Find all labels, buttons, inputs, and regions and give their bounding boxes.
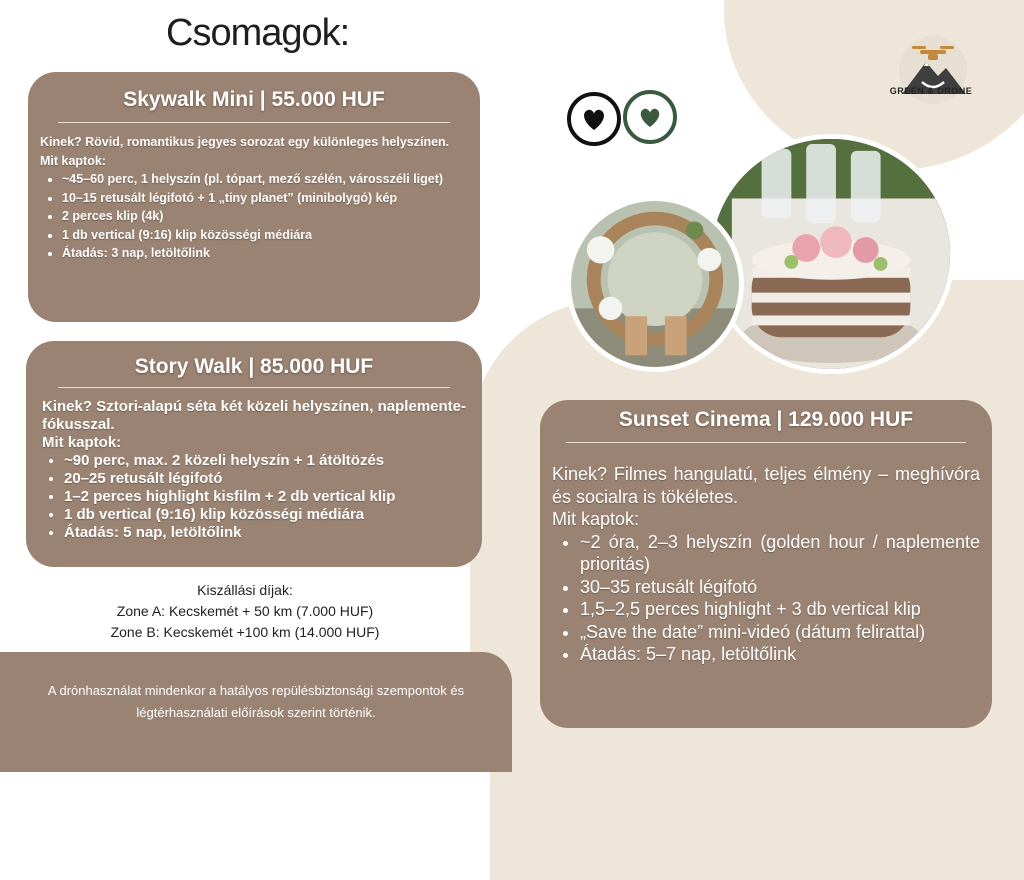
package-card-sunset-cinema	[540, 400, 992, 728]
package-audience: Kinek? Rövid, romantikus jegyes sorozat egy különleges helyszínen.	[40, 135, 450, 149]
list-item: • ~2 óra, 2–3 helyszín (golden hour / naplemente prioritás)	[580, 531, 980, 576]
list-item: • ~45–60 perc, 1 helyszín (pl. tópart, mező szélén, városszéli liget)	[62, 170, 466, 189]
package-title: Story Walk | 85.000 HUF	[134, 355, 374, 378]
footer-note-box	[0, 652, 512, 772]
list-item: • 30–35 retusált légifotó	[580, 576, 980, 599]
package-audience: Kinek? Sztori-alapú séta két közeli helyszínen, naplemente-fókusszal.	[42, 398, 466, 433]
package-includes-label: Mit kaptok:	[552, 509, 640, 529]
package-includes-label: Mit kaptok:	[42, 434, 122, 451]
shipping-fees	[60, 580, 430, 643]
list-item: • „Save the date” mini-videó (dátum felirattal)	[580, 621, 980, 644]
list-item: • Átadás: 3 nap, letöltőlink	[62, 244, 466, 263]
footer-note: A drónhasználat mindenkor a hatályos repülésbiztonsági szempontok és légtérhasználati előírások szerint történik.	[47, 683, 465, 720]
list-item: • 1 db vertical (9:16) klip közösségi médiára	[64, 506, 466, 524]
shipping-zone-b: Zone B: Kecskemét +100 km (14.000 HUF)	[110, 624, 380, 640]
list-item: • 10–15 retusált légifotó + 1 „tiny planet” (minibolygó) kép	[62, 189, 466, 208]
list-item: • 20–25 retusált légifotó	[64, 470, 466, 488]
package-audience: Kinek? Filmes hangulatú, teljes élmény – meghívóra és socialra is tökéletes.	[552, 464, 980, 507]
list-item: • Átadás: 5 nap, letöltőlink	[64, 524, 466, 542]
package-card-story-walk	[26, 341, 482, 567]
shipping-title: Kiszállási díjak:	[197, 582, 293, 598]
list-item: • 1 db vertical (9:16) klip közösségi médiára	[62, 226, 466, 245]
package-includes-label: Mit kaptok:	[40, 153, 106, 168]
package-items	[40, 170, 466, 263]
logo-text: GREEN & DRONE	[889, 86, 973, 96]
wedding-cake-photo	[707, 134, 955, 374]
package-card-skywalk-mini	[28, 72, 480, 322]
page-title: Csomagok:	[166, 12, 350, 54]
package-title: Skywalk Mini | 55.000 HUF	[123, 88, 385, 111]
list-item: • 2 perces klip (4k)	[62, 207, 466, 226]
hearts-decoration	[566, 90, 686, 150]
list-item: • Átadás: 5–7 nap, letöltőlink	[580, 643, 980, 666]
list-item: • ~90 perc, max. 2 közeli helyszín + 1 átöltözés	[64, 452, 466, 470]
list-item: • 1–2 perces highlight kisfilm + 2 db vertical klip	[64, 488, 466, 506]
package-items	[552, 531, 980, 666]
shipping-zone-a: Zone A: Kecskemét + 50 km (7.000 HUF)	[116, 603, 374, 619]
floral-arch-photo	[566, 196, 744, 372]
package-items	[42, 452, 466, 542]
package-title: Sunset Cinema | 129.000 HUF	[618, 408, 914, 431]
list-item: • 1,5–2,5 perces highlight + 3 db vertical klip	[580, 598, 980, 621]
